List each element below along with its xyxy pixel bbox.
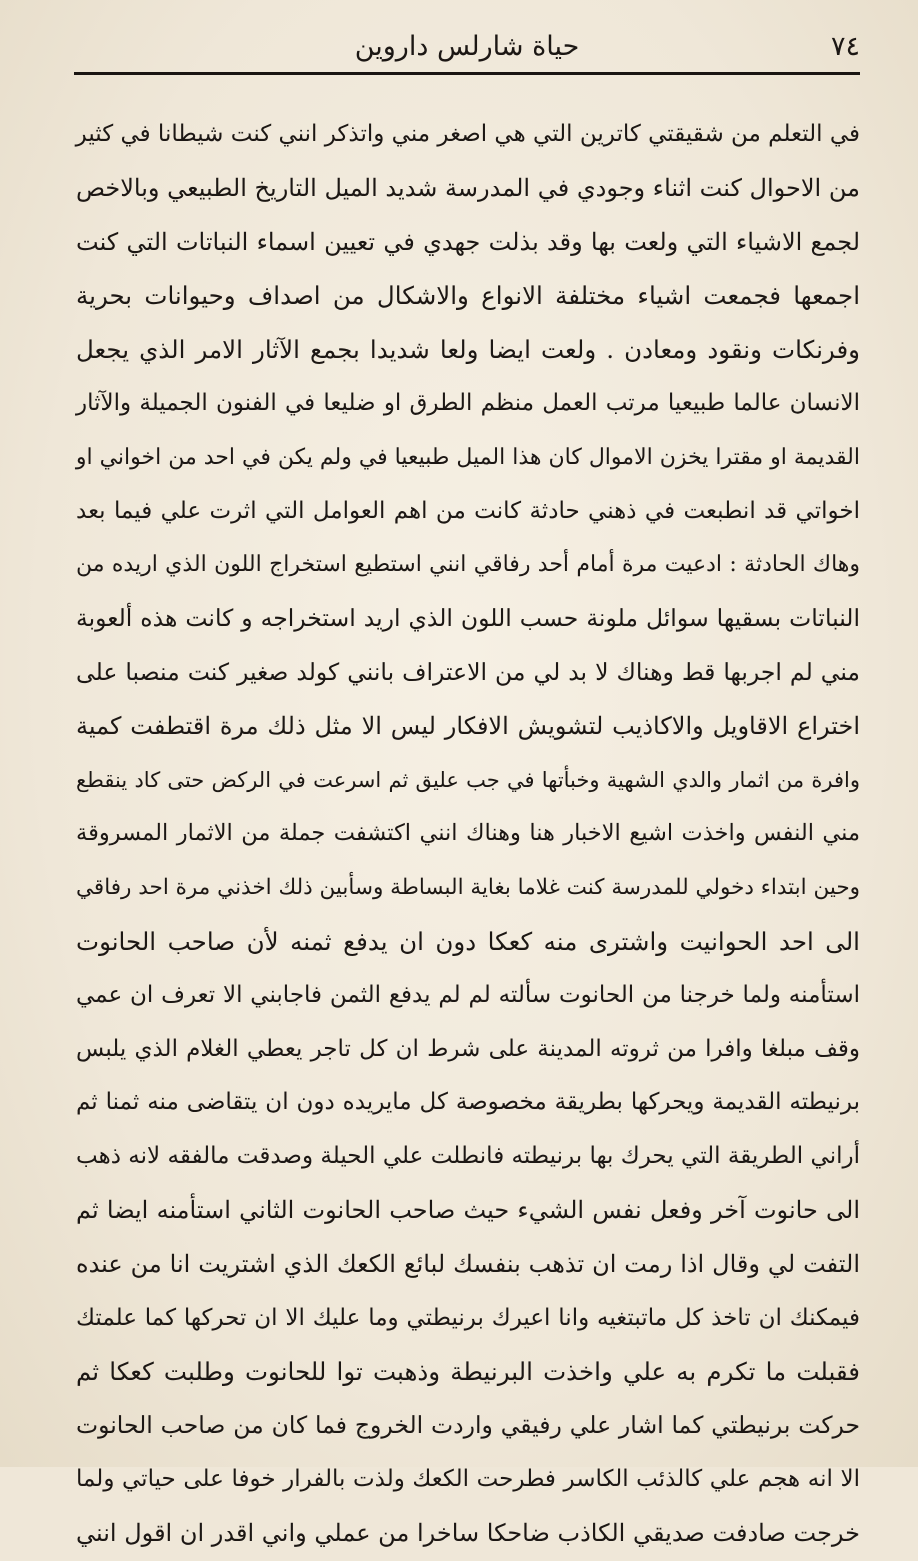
text-line: القديمة او مقترا يخزن الاموال كان هذا الميل طبيعيا في ولم يكن في احد من اخواني او: [75, 444, 860, 470]
text-line: وهاك الحادثة : ادعيت مرة أمام أحد رفاقي انني استطيع استخراج اللون الذي اريده من: [76, 552, 860, 578]
text-line: اختراع الاقاويل والاكاذيب لتشويش الافكار ليس الا مثل ذلك مرة اقتطفت كمية: [76, 711, 860, 740]
text-line: برنيطته القديمة ويحركها بطريقة مخصوصة كل مايريده دون ان يتقاضى منه ثمنا ثم: [76, 1089, 860, 1116]
page-number: ٧٤: [830, 31, 860, 62]
text-line: لجمع الاشياء التي ولعت بها وقد بذلت جهدي في تعيين اسماء النباتات التي كنت: [76, 227, 861, 256]
text-line: مني النفس واخذت اشيع الاخبار هنا وهناك انني اكتشفت جملة من الاثمار المسروقة: [76, 820, 860, 847]
text-line: فقبلت ما تكرم به علي واخذت البرنيطة وذهبت توا للحانوت وطلبت كعكا ثم: [76, 1357, 860, 1387]
text-line: وافرة من اثمار والدي الشهية وخبأتها في جب عليق ثم اسرعت في الركض حتى كاد ينقطع: [76, 767, 860, 792]
body-text: [76, 108, 860, 1561]
text-line: الى احد الحوانيت واشترى منه كعكا دون ان يدفع ثمنه لأن صاحب الحانوت: [76, 926, 860, 956]
text-line: أراني الطريقة التي يحرك بها برنيطته فانطلت علي الحيلة وصدقت مالفقه لانه ذهب: [76, 1143, 860, 1170]
text-line: اجمعها فجمعت اشياء مختلفة الانواع والاشكال من اصداف وحيوانات بحرية: [76, 281, 860, 311]
text-line: وفرنكات ونقود ومعادن . ولعت ايضا ولعا شديدا بجمع الآثار الامر الذي يجعل: [76, 335, 860, 365]
page-header: [74, 30, 860, 70]
text-line: حركت برنيطتي كما اشار علي رفيقي واردت الخروج فما كان من صاحب الحانوت: [76, 1411, 860, 1440]
text-line: التفت لي وقال اذا رمت ان تذهب بنفسك لبائع الكعك الذي اشتريت انا من عنده: [76, 1249, 860, 1278]
text-line: الى حانوت آخر وفعل نفس الشيء حيث صاحب الحانوت الثاني استأمنه ايضا ثم: [76, 1195, 860, 1224]
text-line: مني لم اجربها قط وهناك لا بد لي من الاعتراف بانني كولد صغير كنت منصبا على: [76, 657, 860, 686]
text-line: وحين ابتداء دخولي للمدرسة كنت غلاما بغاية البساطة وسأبين ذلك اخذني مرة احد رفاقي: [76, 875, 860, 901]
text-line: فيمكنك ان تاخذ كل ماتبتغيه وانا اعيرك برنيطتي وما عليك الا ان تحركها كما علمتك: [76, 1304, 860, 1331]
text-line: خرجت صادفت صديقي الكاذب ضاحكا ساخرا من عملي واني اقدر ان اقول انني: [76, 1518, 860, 1547]
text-line: استأمنه ولما خرجنا من الحانوت سألته لم لم يدفع الثمن فاجابني الا تعرف ان عمي: [76, 981, 860, 1008]
text-line: اخواتي قد انطبعت في ذهني حادثة كانت من اهم العوامل التي اثرت علي فيما بعد: [76, 497, 860, 524]
text-line: وقف مبلغا وافرا من ثروته المدينة على شرط ان كل تاجر يعطي الغلام الذي يلبس: [76, 1035, 860, 1062]
text-line: الا انه هجم علي كالذئب الكاسر فطرحت الكعك ولذت بالفرار خوفا على حياتي ولما: [76, 1465, 860, 1492]
header-rule: [74, 72, 860, 75]
text-line: الانسان عالما طبيعيا مرتب العمل منظم الطرق او ضليعا في الفنون الجميلة والآثار: [76, 389, 860, 416]
running-title: حياة شارلس داروين: [354, 31, 580, 62]
text-line: في التعلم من شقيقتي كاترين التي هي اصغر مني واتذكر انني كنت شيطانا في كثير: [75, 121, 860, 147]
text-line: من الاحوال كنت اثناء وجودي في المدرسة شديد الميل التاريخ الطبيعي وبالاخص: [76, 173, 860, 202]
text-line: النباتات بسقيها سوائل ملونة حسب اللون الذي اريد استخراجه و كانت هذه ألعوبة: [76, 604, 860, 633]
